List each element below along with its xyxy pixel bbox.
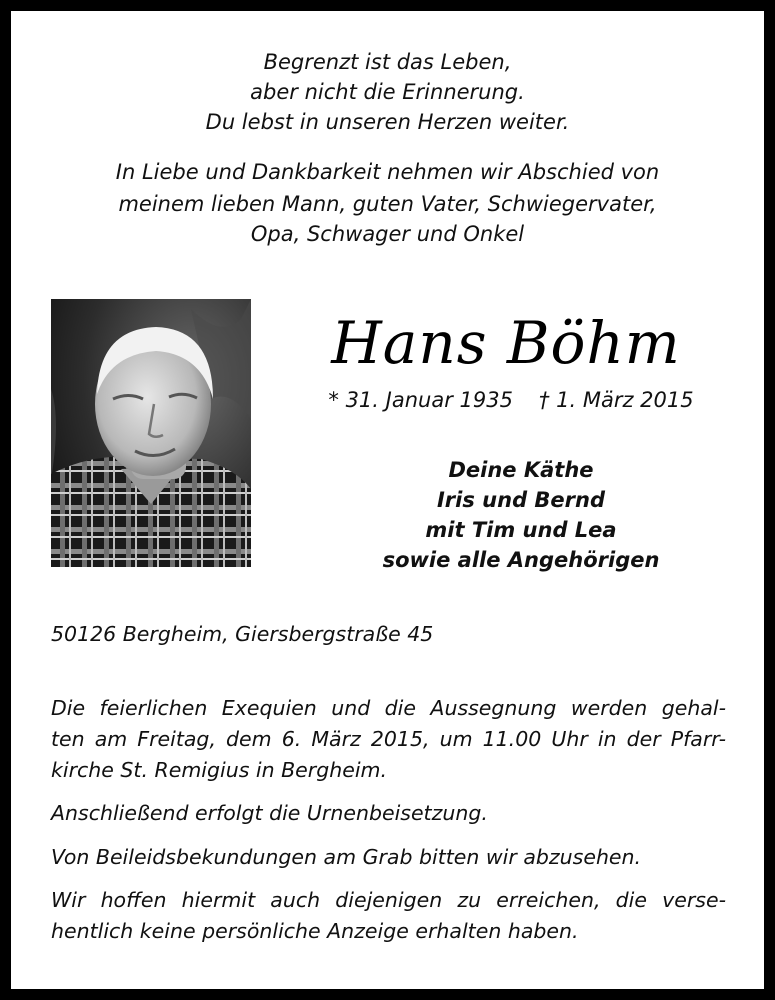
- service-line-1: Die feierlichen Exequien und die Aussegnung werden gehal-: [51, 696, 726, 720]
- condolence-note: Von Beileidsbekundungen am Grab bitten wir abzusehen.: [51, 845, 642, 869]
- mourner-line-3: mit Tim und Lea: [425, 518, 617, 542]
- deceased-name: Hans Böhm: [331, 309, 681, 377]
- burial-note: Anschließend erfolgt die Urnenbeisetzung.: [51, 801, 488, 825]
- mourner-line-1: Deine Käthe: [448, 458, 594, 482]
- farewell-line-3: Opa, Schwager und Onkel: [250, 222, 525, 246]
- service-line-3: kirche St. Remigius in Bergheim.: [51, 758, 387, 782]
- address: 50126 Bergheim, Giersbergstraße 45: [51, 622, 434, 646]
- portrait-photo: [51, 299, 251, 567]
- farewell-line-1: In Liebe und Dankbarkeit nehmen wir Abschied von: [115, 160, 660, 184]
- mourner-line-4: sowie alle Angehörigen: [382, 548, 660, 572]
- quote-line-3: Du lebst in unseren Herzen weiter.: [205, 110, 570, 134]
- birth-date: * 31. Januar 1935: [328, 388, 513, 412]
- farewell-line-2: meinem lieben Mann, guten Vater, Schwiegervater,: [118, 192, 657, 216]
- mourner-line-2: Iris und Bernd: [436, 488, 605, 512]
- quote-line-2: aber nicht die Erinnerung.: [250, 80, 525, 104]
- quote-line-1: Begrenzt ist das Leben,: [263, 50, 512, 74]
- notice-line-1: Wir hoffen hiermit auch diejenigen zu erreichen, die verse-: [51, 888, 726, 912]
- death-date: † 1. März 2015: [538, 388, 694, 412]
- life-dates: [291, 385, 731, 415]
- notice-line-2: hentlich keine persönliche Anzeige erhalten haben.: [51, 919, 579, 943]
- service-line-2: ten am Freitag, dem 6. März 2015, um 11.00 Uhr in der Pfarr-: [51, 727, 726, 751]
